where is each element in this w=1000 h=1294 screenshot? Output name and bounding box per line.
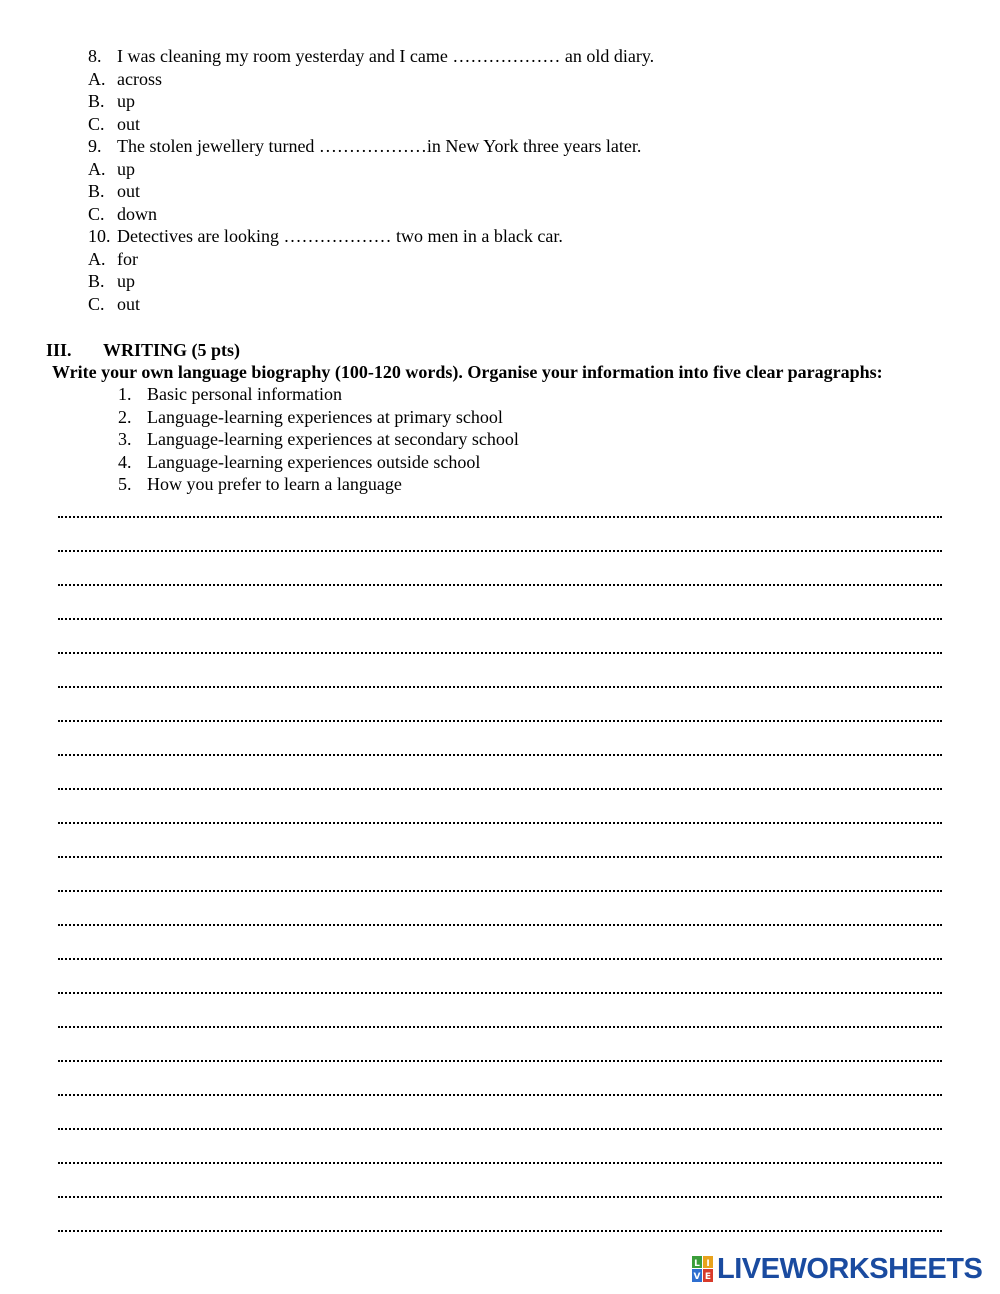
option-letter: B. bbox=[88, 91, 105, 111]
writing-point bbox=[118, 473, 402, 495]
answer-writing-area[interactable] bbox=[58, 508, 942, 1256]
option-letter: B. bbox=[88, 271, 105, 291]
answer-line[interactable] bbox=[58, 1188, 942, 1222]
answer-line[interactable] bbox=[58, 1052, 942, 1086]
option-text: out bbox=[117, 181, 141, 201]
logo-text: LIVEWORKSHEETS bbox=[717, 1253, 983, 1285]
option-text: up bbox=[117, 271, 135, 291]
question-text: The stolen jewellery turned ………………in New York three years later. bbox=[117, 136, 642, 156]
option-text: down bbox=[117, 204, 157, 224]
answer-line[interactable] bbox=[58, 1086, 942, 1120]
point-text: Language-learning experiences at primary school bbox=[147, 407, 503, 427]
answer-line[interactable] bbox=[58, 1154, 942, 1188]
option-letter: C. bbox=[88, 114, 105, 134]
point-text: Basic personal information bbox=[147, 384, 342, 404]
answer-line[interactable] bbox=[58, 644, 942, 678]
writing-point bbox=[118, 451, 480, 473]
point-text: Language-learning experiences at secondary school bbox=[147, 429, 519, 449]
answer-line[interactable] bbox=[58, 1222, 942, 1256]
option-letter: C. bbox=[88, 294, 105, 314]
liveworksheets-logo-icon bbox=[692, 1256, 714, 1282]
option-a bbox=[88, 158, 135, 180]
option-letter: A. bbox=[88, 249, 106, 269]
answer-line[interactable] bbox=[58, 848, 942, 882]
answer-line[interactable] bbox=[58, 678, 942, 712]
answer-line[interactable] bbox=[58, 576, 942, 610]
answer-line[interactable] bbox=[58, 882, 942, 916]
point-text: How you prefer to learn a language bbox=[147, 474, 402, 494]
point-number: 4. bbox=[118, 452, 132, 472]
question-10 bbox=[88, 225, 563, 247]
answer-line[interactable] bbox=[58, 1120, 942, 1154]
option-c bbox=[88, 113, 140, 135]
writing-point bbox=[118, 406, 503, 428]
logo-icon-letter: E bbox=[704, 1272, 712, 1282]
point-number: 2. bbox=[118, 407, 132, 427]
option-text: for bbox=[117, 249, 138, 269]
answer-line[interactable] bbox=[58, 712, 942, 746]
option-b bbox=[88, 270, 135, 292]
question-number: 10. bbox=[88, 226, 111, 246]
option-c bbox=[88, 293, 140, 315]
section-title: WRITING (5 pts) bbox=[103, 340, 241, 360]
section-number: III. bbox=[46, 340, 72, 360]
point-number: 5. bbox=[118, 474, 132, 494]
option-letter: C. bbox=[88, 204, 105, 224]
option-text: out bbox=[117, 294, 141, 314]
point-number: 3. bbox=[118, 429, 132, 449]
answer-line[interactable] bbox=[58, 984, 942, 1018]
section-heading bbox=[46, 339, 240, 361]
question-text: I was cleaning my room yesterday and I came ……………… an old diary. bbox=[117, 46, 655, 66]
option-a bbox=[88, 68, 162, 90]
option-text: out bbox=[117, 114, 141, 134]
question-number: 9. bbox=[88, 136, 102, 156]
option-b bbox=[88, 90, 135, 112]
writing-point bbox=[118, 383, 342, 405]
answer-line[interactable] bbox=[58, 610, 942, 644]
question-number: 8. bbox=[88, 46, 102, 66]
option-letter: B. bbox=[88, 181, 105, 201]
question-text: Detectives are looking ……………… two men in a black car. bbox=[117, 226, 563, 246]
point-number: 1. bbox=[118, 384, 132, 404]
answer-line[interactable] bbox=[58, 814, 942, 848]
question-8 bbox=[88, 45, 654, 67]
option-text: up bbox=[117, 91, 135, 111]
writing-instruction: Write your own language biography (100-120 words). Organise your information into five clear paragraphs: bbox=[52, 362, 883, 382]
logo-icon-letter: I bbox=[706, 1259, 710, 1269]
option-letter: A. bbox=[88, 69, 106, 89]
answer-line[interactable] bbox=[58, 746, 942, 780]
answer-line[interactable] bbox=[58, 780, 942, 814]
logo-icon-letter: V bbox=[693, 1272, 701, 1282]
option-letter: A. bbox=[88, 159, 106, 179]
option-text: up bbox=[117, 159, 135, 179]
writing-point bbox=[118, 428, 519, 450]
option-b bbox=[88, 180, 140, 202]
liveworksheets-logo bbox=[692, 1254, 982, 1284]
option-text: across bbox=[117, 69, 162, 89]
answer-line[interactable] bbox=[58, 1018, 942, 1052]
logo-icon-letter: L bbox=[694, 1259, 700, 1269]
answer-line[interactable] bbox=[58, 508, 942, 542]
answer-line[interactable] bbox=[58, 950, 942, 984]
point-text: Language-learning experiences outside school bbox=[147, 452, 481, 472]
answer-line[interactable] bbox=[58, 916, 942, 950]
answer-line[interactable] bbox=[58, 542, 942, 576]
option-a bbox=[88, 248, 138, 270]
question-9 bbox=[88, 135, 641, 157]
option-c bbox=[88, 203, 157, 225]
